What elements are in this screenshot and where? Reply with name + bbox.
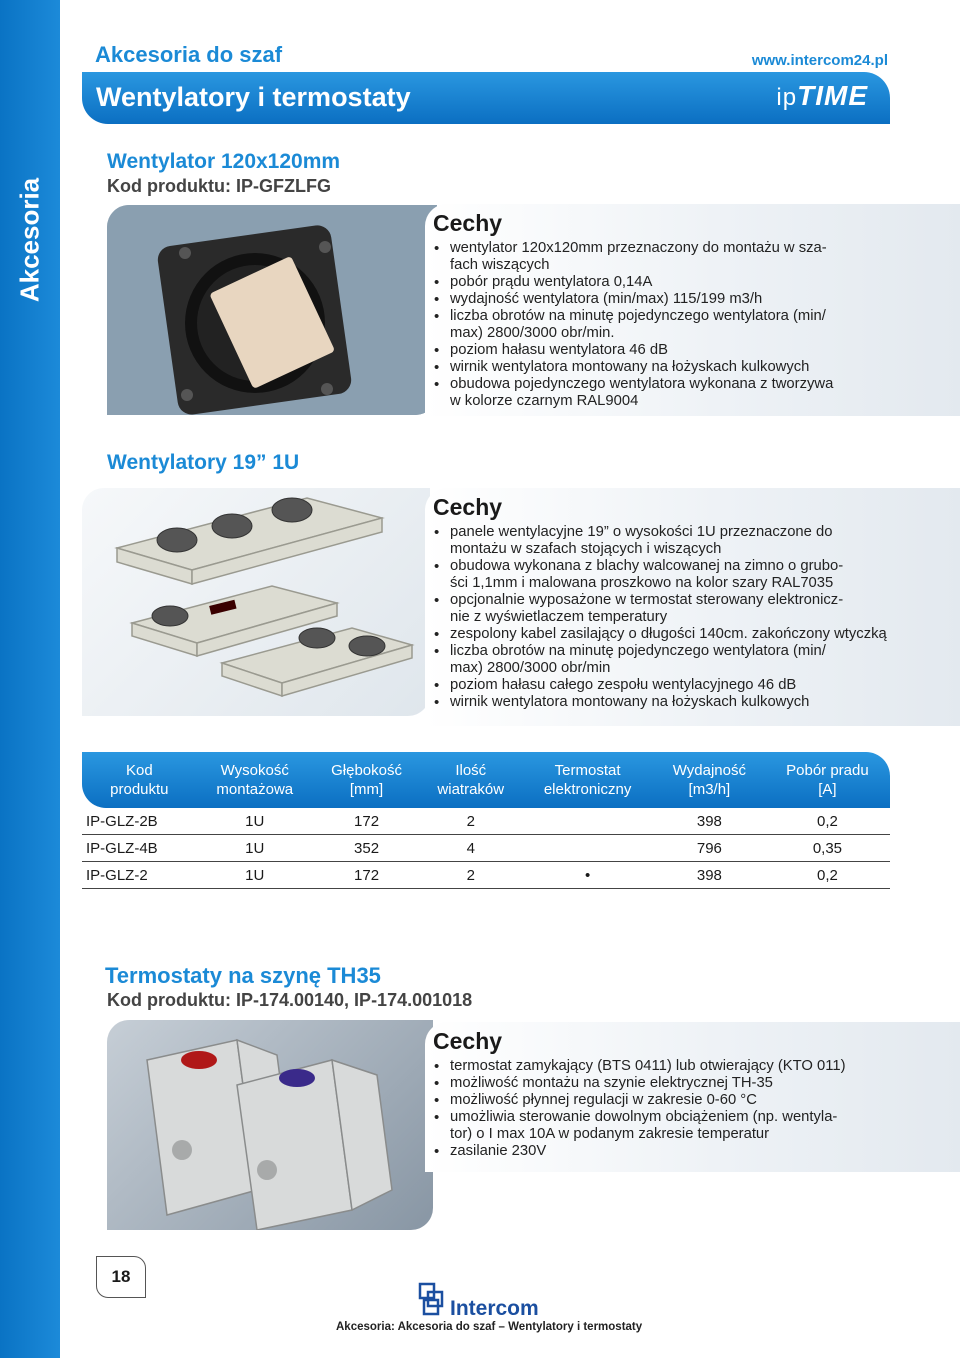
feature-item: • obudowa pojedynczego wentylatora wykonana z tworzywa bbox=[433, 376, 833, 393]
feature-item: tor) o I max 10A w podanym zakresie temperatur bbox=[450, 1126, 770, 1142]
feature-item: • zasilanie 230V bbox=[433, 1143, 846, 1160]
feature-item: • wirnik wentylatora montowany na łożyskach kulkowych bbox=[433, 694, 887, 711]
intercom-logo-icon bbox=[418, 1282, 448, 1316]
thermostat-features-title: Cechy bbox=[433, 1028, 503, 1054]
cell: 796 bbox=[654, 835, 765, 862]
thermostat-photo bbox=[107, 1020, 433, 1230]
table-header-row bbox=[82, 752, 890, 808]
thermostat-features-list bbox=[433, 1058, 846, 1160]
title-band bbox=[82, 72, 890, 124]
rack-fans-features-list bbox=[433, 524, 887, 711]
cell: 352 bbox=[313, 835, 420, 862]
table-row bbox=[82, 808, 890, 835]
feature-item: • pobór prądu wentylatora 0,14A bbox=[433, 274, 833, 291]
cell: IP-GLZ-2B bbox=[82, 808, 197, 835]
spec-table bbox=[82, 752, 890, 889]
feature-item: • wirnik wentylatora montowany na łożyskach kulkowych bbox=[433, 359, 833, 376]
intercom-logo-text: Intercom bbox=[450, 1297, 539, 1320]
fan-photo bbox=[107, 205, 437, 415]
cell: 2 bbox=[420, 808, 521, 835]
thermostat-section-title: Termostaty na szynę TH35 bbox=[105, 963, 381, 988]
brand-prefix: ip bbox=[776, 84, 798, 111]
fan-features-panel bbox=[425, 204, 960, 416]
fan-section-title: Wentylator 120x120mm bbox=[107, 150, 341, 173]
feature-item: • poziom hałasu całego zespołu wentylacyjnego 46 dB bbox=[433, 677, 887, 694]
feature-item: • możliwość montażu na szynie elektrycznej TH-35 bbox=[433, 1075, 846, 1092]
rack-fans-features-panel bbox=[425, 488, 960, 726]
brand-name: TIME bbox=[797, 80, 868, 111]
brand-logo bbox=[776, 80, 868, 112]
feature-item: ści 1,1mm i malowana proszkowo na kolor szary RAL7035 bbox=[450, 575, 834, 591]
cell: 1U bbox=[197, 808, 313, 835]
fan-product-code: Kod produktu: IP-GFZLFG bbox=[107, 176, 331, 196]
header-product-code: Kod produktu bbox=[82, 752, 197, 808]
side-bar bbox=[0, 0, 60, 1358]
header-current: Pobór pradu [A] bbox=[765, 752, 890, 808]
cell: • bbox=[521, 862, 654, 889]
table-row bbox=[82, 835, 890, 862]
feature-item: • umożliwia sterowanie dowolnym obciążeniem (np. wentyla- bbox=[433, 1109, 846, 1126]
header-fan-count: Ilość wiatraków bbox=[420, 752, 521, 808]
cell: 1U bbox=[197, 835, 313, 862]
feature-item: • poziom hałasu wentylatora 46 dB bbox=[433, 342, 833, 359]
feature-item: • wentylator 120x120mm przeznaczony do montażu w sza- bbox=[433, 240, 833, 257]
footer-caption: Akcesoria: Akcesoria do szaf – Wentylatory i termostaty bbox=[336, 1321, 643, 1333]
cell bbox=[521, 835, 654, 862]
cell: IP-GLZ-4B bbox=[82, 835, 197, 862]
fan-features-list bbox=[433, 240, 833, 410]
cell: 398 bbox=[654, 808, 765, 835]
cell bbox=[521, 808, 654, 835]
cell: 0,2 bbox=[765, 862, 890, 889]
cell: 172 bbox=[313, 862, 420, 889]
rack-fans-section-title: Wentylatory 19” 1U bbox=[107, 451, 300, 474]
feature-item: max) 2800/3000 obr/min bbox=[450, 660, 611, 676]
header-airflow: Wydajność [m3/h] bbox=[654, 752, 765, 808]
category-title: Akcesoria do szaf bbox=[95, 42, 283, 67]
fan-features-title: Cechy bbox=[433, 210, 503, 236]
cell: 0,2 bbox=[765, 808, 890, 835]
rack-fans-features-title: Cechy bbox=[433, 494, 503, 520]
feature-item: w kolorze czarnym RAL9004 bbox=[450, 393, 639, 409]
rack-fans-photo bbox=[82, 488, 430, 716]
feature-item: • opcjonalnie wyposażone w termostat sterowany elektronicz- bbox=[433, 592, 887, 609]
cell: 4 bbox=[420, 835, 521, 862]
page-number: 18 bbox=[96, 1256, 146, 1298]
feature-item: • wydajność wentylatora (min/max) 115/199 m3/h bbox=[433, 291, 833, 308]
feature-item: max) 2800/3000 obr/min. bbox=[450, 325, 615, 341]
header-thermostat: Termostat elektroniczny bbox=[521, 752, 654, 808]
header-height: Wysokość montażowa bbox=[197, 752, 313, 808]
feature-item: • panele wentylacyjne 19” o wysokości 1U przeznaczone do bbox=[433, 524, 887, 541]
thermostat-product-code: Kod produktu: IP-174.00140, IP-174.001018 bbox=[107, 990, 473, 1010]
feature-item: • liczba obrotów na minutę pojedynczego wentylatora (min/ bbox=[433, 643, 887, 660]
side-label: Akcesoria bbox=[14, 177, 45, 303]
website-link[interactable]: www.intercom24.pl bbox=[751, 52, 888, 69]
feature-item: • liczba obrotów na minutę pojedynczego wentylatora (min/ bbox=[433, 308, 833, 325]
page-title: Wentylatory i termostaty bbox=[96, 82, 411, 112]
cell: 172 bbox=[313, 808, 420, 835]
feature-item: • obudowa wykonana z blachy walcowanej na zimno o grubo- bbox=[433, 558, 887, 575]
feature-item: nie z wyświetlaczem temperatury bbox=[450, 609, 668, 625]
cell: 0,35 bbox=[765, 835, 890, 862]
thermostat-features-panel bbox=[425, 1022, 960, 1172]
feature-item: montażu w szafach stojących i wiszących bbox=[450, 541, 722, 557]
table-row bbox=[82, 862, 890, 889]
feature-item: • możliwość płynnej regulacji w zakresie 0-60 °C bbox=[433, 1092, 846, 1109]
cell: 2 bbox=[420, 862, 521, 889]
feature-item: • termostat zamykający (BTS 0411) lub otwierający (KTO 011) bbox=[433, 1058, 846, 1075]
feature-item: fach wiszących bbox=[450, 257, 550, 273]
feature-item: • zespolony kabel zasilający o długości 140cm. zakończony wtyczką bbox=[433, 626, 887, 643]
cell: 1U bbox=[197, 862, 313, 889]
cell: 398 bbox=[654, 862, 765, 889]
cell: IP-GLZ-2 bbox=[82, 862, 197, 889]
header-depth: Głębokość [mm] bbox=[313, 752, 420, 808]
